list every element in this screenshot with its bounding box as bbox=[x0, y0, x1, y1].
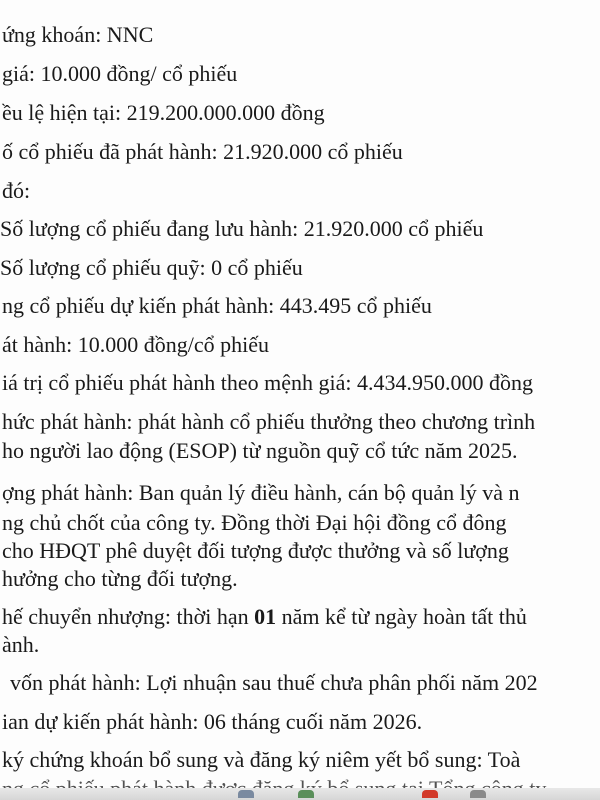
text-span: hế chuyển nhượng: thời hạn bbox=[2, 604, 255, 629]
text-line: ho người lao động (ESOP) từ nguồn quỹ cổ tức năm 2025. bbox=[2, 438, 518, 463]
text-line: ký chứng khoán bổ sung và đăng ký niêm yết bổ sung: Toà bbox=[2, 747, 521, 772]
transfer-restriction-line bbox=[2, 604, 527, 630]
text-line: hức phát hành: phát hành cổ phiếu thưởng theo chương trình bbox=[2, 409, 536, 434]
text-line: ành. bbox=[2, 632, 40, 657]
text-line: hưởng cho từng đối tượng. bbox=[2, 566, 238, 591]
text-line: ứng khoán: NNC bbox=[2, 22, 154, 47]
taskbar-icon[interactable] bbox=[238, 790, 254, 798]
taskbar-icon[interactable] bbox=[422, 790, 438, 798]
text-line: Số lượng cổ phiếu quỹ: 0 cổ phiếu bbox=[0, 255, 303, 280]
text-line: đó: bbox=[2, 178, 31, 203]
bottom-taskbar-strip bbox=[0, 788, 600, 800]
text-line: iá trị cổ phiếu phát hành theo mệnh giá: 4.434.950.000 đồng bbox=[2, 370, 533, 395]
text-line: giá: 10.000 đồng/ cổ phiếu bbox=[2, 61, 238, 86]
text-line: ng cổ phiếu dự kiến phát hành: 443.495 cổ phiếu bbox=[2, 293, 432, 318]
bold-number: 01 bbox=[254, 604, 277, 629]
taskbar-icon[interactable] bbox=[470, 790, 486, 798]
text-line: vốn phát hành: Lợi nhuận sau thuế chưa phân phối năm 202 bbox=[10, 670, 538, 695]
text-line: ng chủ chốt của công ty. Đồng thời Đại hội đồng cổ đông bbox=[2, 510, 507, 535]
text-line: ều lệ hiện tại: 219.200.000.000 đồng bbox=[2, 100, 325, 125]
text-line: Số lượng cổ phiếu đang lưu hành: 21.920.000 cổ phiếu bbox=[0, 216, 484, 241]
text-line: ố cổ phiếu đã phát hành: 21.920.000 cổ phiếu bbox=[2, 139, 403, 164]
taskbar-icon[interactable] bbox=[298, 790, 314, 798]
text-line: ợng phát hành: Ban quản lý điều hành, cán bộ quản lý và n bbox=[2, 480, 520, 505]
text-line: ian dự kiến phát hành: 06 tháng cuối năm 2026. bbox=[2, 709, 423, 734]
text-line: át hành: 10.000 đồng/cổ phiếu bbox=[2, 332, 270, 357]
text-line: cho HĐQT phê duyệt đối tượng được thưởng và số lượng bbox=[2, 538, 509, 563]
text-span: năm kể từ ngày hoàn tất thủ bbox=[276, 604, 527, 629]
